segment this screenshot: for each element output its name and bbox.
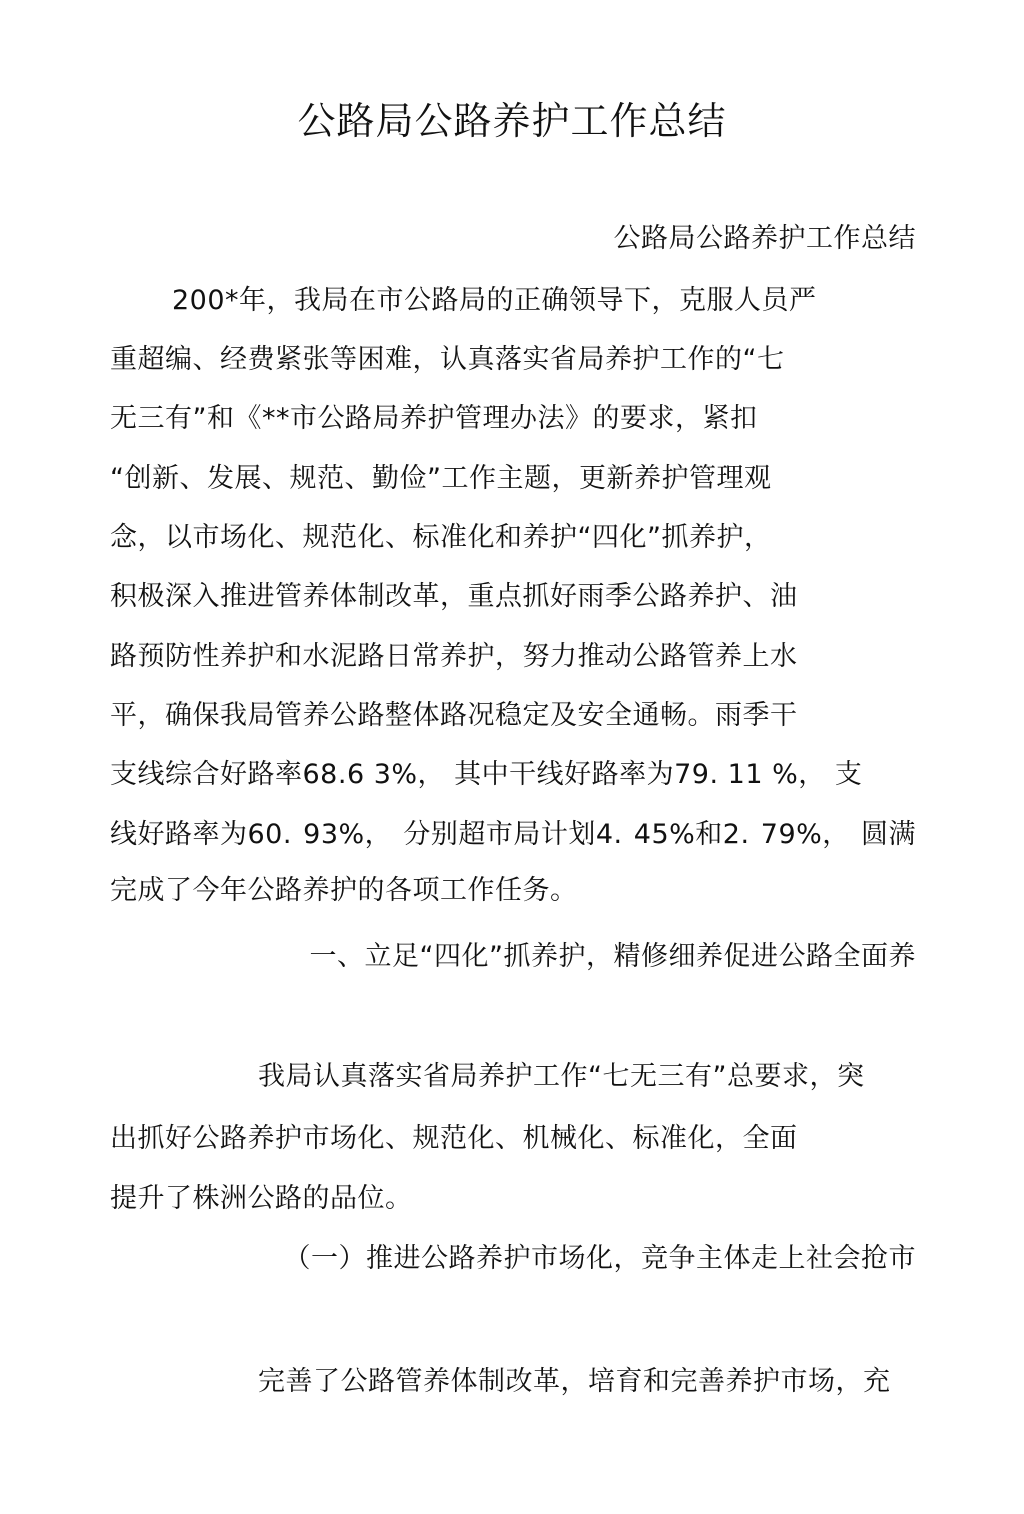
paragraph-line: 支线综合好路率68.6 3%， 其中干线好路率为79. 11 %， 支	[110, 759, 863, 790]
paragraph-line: 完善了公路管养体制改革，培育和完善养护市场，充	[258, 1366, 891, 1397]
paragraph-line: 无三有”和《**市公路局养护管理办法》的要求，紧扣	[110, 403, 758, 434]
paragraph-line: 200*年，我局在市公路局的正确领导下，克服人员严	[172, 285, 817, 316]
text-segment: 45%和2.	[633, 819, 750, 850]
subsection-heading: （一）推进公路养护市场化，竞争主体走上社会抢市	[283, 1243, 916, 1274]
text-segment: 分别超市局计划4.	[403, 819, 623, 850]
paragraph-line: 积极深入推进管养体制改革，重点抓好雨季公路养护、油	[110, 581, 798, 612]
document-subtitle: 公路局公路养护工作总结	[613, 223, 916, 254]
text-segment: 圆满	[860, 819, 916, 850]
paragraph-line: 平，确保我局管养公路整体路况稳定及安全通畅。雨季干	[110, 700, 798, 731]
text-segment: 线好路率为60.	[110, 819, 292, 850]
paragraph-line: 完成了今年公路养护的各项工作任务。	[110, 875, 578, 906]
paragraph-line: 念，以市场化、规范化、标准化和养护“四化”抓养护，	[110, 522, 772, 553]
section-heading: 一、立足“四化”抓养护，精修细养促进公路全面养	[309, 941, 916, 972]
paragraph-line: 出抓好公路养护市场化、规范化、机械化、标准化，全面	[110, 1123, 798, 1154]
paragraph-line: “创新、发展、规范、勤俭”工作主题，更新养护管理观	[110, 463, 772, 494]
paragraph-line: 重超编、经费紧张等困难，认真落实省局养护工作的“七	[110, 344, 785, 375]
paragraph-line-justified	[110, 818, 916, 852]
text-segment: 93%，	[303, 819, 393, 850]
paragraph-line: 提升了株洲公路的品位。	[110, 1183, 413, 1214]
paragraph-line: 我局认真落实省局养护工作“七无三有”总要求，突	[258, 1061, 865, 1092]
text-segment: 79%，	[760, 819, 850, 850]
document-title: 公路局公路养护工作总结	[297, 99, 727, 143]
paragraph-line: 路预防性养护和水泥路日常养护，努力推动公路管养上水	[110, 641, 798, 672]
